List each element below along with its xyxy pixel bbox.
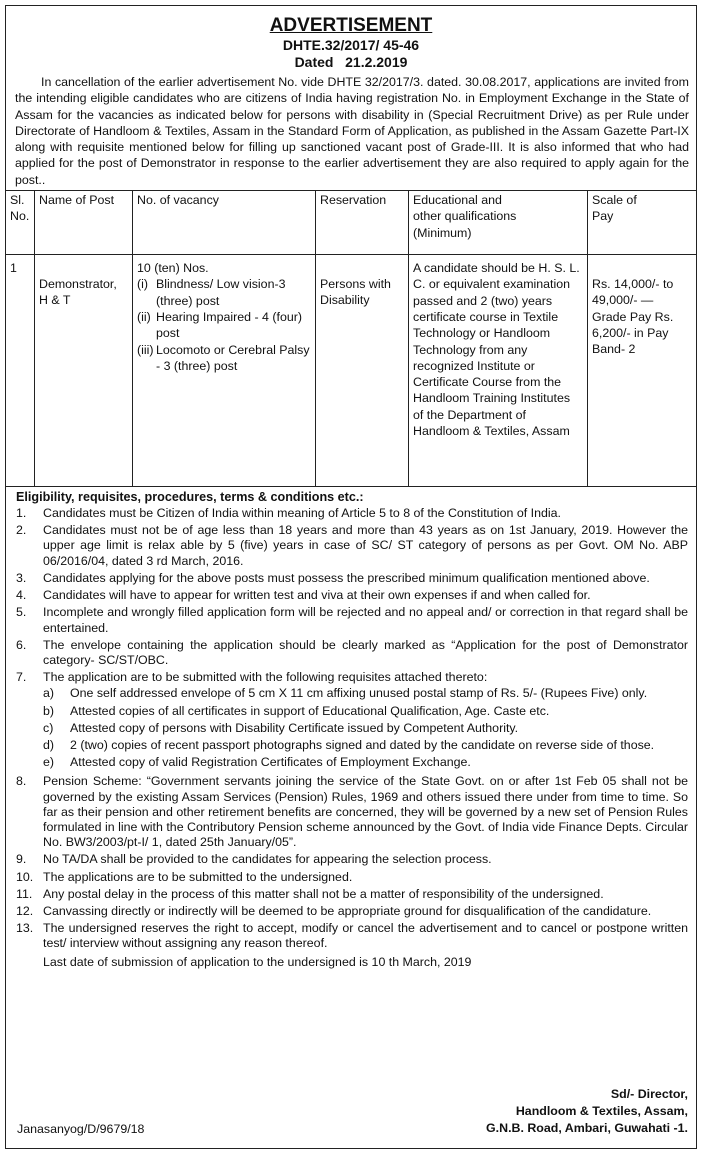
- list-item: [16, 870, 688, 885]
- row-post: Demonstrator, H & T: [35, 255, 133, 487]
- list-item-number: (i): [137, 277, 149, 292]
- sub-list-item: [43, 738, 688, 753]
- list-item-number: 2.: [16, 523, 27, 538]
- sub-item-letter: c): [43, 720, 54, 735]
- header-sl: Sl. No.: [6, 191, 35, 255]
- list-item: [16, 506, 688, 521]
- sub-item-letter: d): [43, 737, 55, 752]
- eligibility-heading: Eligibility, requisites, procedures, terms & conditions etc.:: [16, 490, 364, 505]
- sub-list-item: [43, 686, 688, 701]
- table-row: [6, 255, 696, 487]
- header-reservation: Reservation: [316, 191, 409, 255]
- list-item: [16, 571, 688, 586]
- list-item-number: 11.: [16, 886, 33, 901]
- list-item: [137, 309, 311, 342]
- row-scale-text: Rs. 14,000/- to 49,000/- — Grade Pay Rs. 6,200/- in Pay Band- 2: [592, 277, 674, 357]
- conditions-list: [6, 506, 696, 951]
- vacancy-list: [137, 276, 311, 374]
- sub-item-letter: b): [43, 703, 55, 718]
- sub-item-letter: e): [43, 755, 55, 770]
- list-item-number: 4.: [16, 588, 27, 603]
- list-item-text: The envelope containing the application should be clearly marked as “Application for the post of Demonstrator category- SC/ST/OBC.: [43, 637, 688, 667]
- list-item-text: The application are to be submitted with the following requisites attached thereto:: [43, 670, 488, 685]
- sub-item-text: Attested copy of valid Registration Certificates of Employment Exchange.: [70, 755, 471, 770]
- list-item-number: 10.: [16, 869, 34, 884]
- header-education: [409, 191, 588, 255]
- page-title: ADVERTISEMENT: [269, 15, 433, 36]
- signature-block: [486, 1086, 688, 1137]
- list-item-text: Candidates will have to appear for written test and viva at their own expenses if and when called for.: [43, 588, 591, 603]
- publication-code: Janasanyog/D/9679/18: [17, 1122, 145, 1136]
- list-item-number: (iii): [137, 342, 154, 357]
- sub-item-text: Attested copies of all certificates in support of Educational Qualification, Age. Caste etc.: [70, 703, 550, 718]
- row-reservation: Persons with Disability: [316, 255, 409, 487]
- list-item-text: Incomplete and wrongly filled application form will be rejected and no appeal and/ or correction in that regard shall be entertained.: [43, 605, 688, 635]
- sub-item-letter: a): [43, 686, 55, 701]
- list-item: [16, 887, 688, 902]
- sub-item-text: One self addressed envelope of 5 cm X 11 cm affixing unused postal stamp of Rs. 5/- (Rupees Five) only.: [70, 686, 648, 701]
- sub-item-text: Attested copy of persons with Disability Certificate issued by Competent Authority.: [70, 720, 519, 735]
- list-item-text: Candidates must be Citizen of India within meaning of Article 5 to 8 of the Constitution of India.: [43, 506, 561, 521]
- signature-line-3: G.N.B. Road, Ambari, Guwahati -1.: [486, 1121, 688, 1135]
- list-item: [16, 921, 688, 951]
- row-vacancy: [133, 255, 316, 487]
- list-item-text: Pension Scheme: “Government servants joining the service of the State Govt. on or after 1st Feb 05 shall not be governed by the existing Assam Services (Pension) Rules, 1969 and others issued there under from time to time. So far as their pension and other retirement benefits are concerned, they will be governed by a new set of Pension Rules formulated in line with the Contributory Pension scheme announced by the Govt. of India vide Finance Depts. Circular No. BW3/2003/pt-I/ 1, dated 25th January/05”.: [43, 774, 688, 850]
- list-item-number: 5.: [16, 605, 27, 620]
- sub-list-item: [43, 721, 688, 736]
- header-post: Name of Post: [35, 191, 133, 255]
- list-item-number: 8.: [16, 774, 27, 789]
- list-item-text: Any postal delay in the process of this matter shall not be a matter of responsibility of the undersigned.: [43, 886, 604, 901]
- list-item: [16, 670, 688, 772]
- header-scale: [588, 191, 697, 255]
- header-vacancy: No. of vacancy: [133, 191, 316, 255]
- list-item-body: [43, 670, 688, 772]
- list-item-text: Blindness/ Low vision-3 (three) post: [156, 277, 286, 308]
- list-item-number: 12.: [16, 903, 34, 918]
- list-item-text: Candidates must not be of age less than 18 years and more than 43 years as on 1st January, 2019. However the upper age limit is relax able by 5 (five) years in case of SC/ ST category of persons as per Govt. OM No. ABP 06/2016/04, dated 3 rd March, 2016.: [43, 523, 688, 568]
- list-item-number: (ii): [137, 309, 151, 324]
- list-item-number: 3.: [16, 570, 27, 585]
- sub-list-item: [43, 755, 688, 770]
- list-item: [137, 276, 311, 309]
- list-item-number: 13.: [16, 921, 34, 936]
- list-item-number: 1.: [16, 506, 27, 521]
- intro-paragraph: In cancellation of the earlier advertisement No. vide DHTE 32/2017/3. dated. 30.08.2017, applications are invited from the intending eligible candidates who are citizens of India having registration No. in Employment Exchange in the State of Assam for the vacancies as indicated below for persons with disability in (Special Recruitment Drive) as per Rule under Directorate of Handloom & Textiles, Assam in the Standard Form of Application, as published in the Assam Gazette Part-IX along with requisite mentioned below for filling up sanctioned vacant post of Grade-III. It is also informed that who had applied for the post of Demonstrator in response to the earlier advertisement they are also required to apply again for the post..: [15, 75, 689, 187]
- row-sl: 1: [6, 255, 35, 487]
- list-item-text: No TA/DA shall be provided to the candidates for appearing the selection process.: [43, 852, 492, 867]
- signature-line-2: Handloom & Textiles, Assam,: [515, 1104, 688, 1118]
- signature-line-1: Sd/- Director,: [610, 1087, 688, 1101]
- list-item-number: 9.: [16, 852, 27, 867]
- reference-number: DHTE.32/2017/ 45-46: [282, 37, 420, 53]
- header-scale-text: Scale of Pay: [592, 193, 637, 224]
- list-item: [16, 523, 688, 569]
- list-item-text: Locomoto or Cerebral Palsy - 3 (three) post: [156, 342, 310, 373]
- list-item: [16, 638, 688, 668]
- dated-line: Dated 21.2.2019: [294, 54, 408, 70]
- list-item-text: Candidates applying for the above posts must possess the prescribed minimum qualification mentioned above.: [43, 570, 650, 585]
- advertisement-page: [5, 5, 697, 1149]
- table-header-row: [6, 191, 696, 255]
- list-item: [16, 588, 688, 603]
- list-item: [16, 904, 688, 919]
- requisites-list: [43, 686, 688, 770]
- row-education: A candidate should be H. S. L. C. or equivalent examination passed and 2 (two) years certificate course in Textile Technology or Handloom Technology from any recognized Institute or Certificate Course from the Handloom Training Institutes of the Department of Handloom & Textiles, Assam: [409, 255, 588, 487]
- row-scale: [588, 255, 697, 487]
- list-item-text: The applications are to be submitted to the undersigned.: [43, 869, 353, 884]
- list-item-text: The undersigned reserves the right to accept, modify or cancel the advertisement and to cancel or postpone written test/ interview without assigning any reason thereof.: [43, 921, 688, 951]
- vacancy-total: 10 (ten) Nos.: [137, 261, 209, 276]
- vacancy-table: [6, 190, 696, 487]
- list-item-text: Hearing Impaired - 4 (four) post: [156, 309, 302, 341]
- list-item-number: 6.: [16, 637, 27, 652]
- list-item: [16, 605, 688, 635]
- header-education-text: Educational and other qualifications (Minimum): [413, 193, 517, 240]
- list-item: [137, 342, 311, 375]
- last-date-note: Last date of submission of application to the undersigned is 10 th March, 2019: [43, 954, 472, 969]
- list-item-number: 7.: [16, 670, 27, 685]
- list-item-text: Canvassing directly or indirectly will be deemed to be appropriate ground for disqualification of the candidature.: [43, 903, 652, 918]
- list-item: [16, 774, 688, 850]
- sub-item-text: 2 (two) copies of recent passport photographs signed and dated by the candidate on reverse side of those.: [70, 737, 655, 752]
- sub-list-item: [43, 704, 688, 719]
- list-item: [16, 852, 688, 867]
